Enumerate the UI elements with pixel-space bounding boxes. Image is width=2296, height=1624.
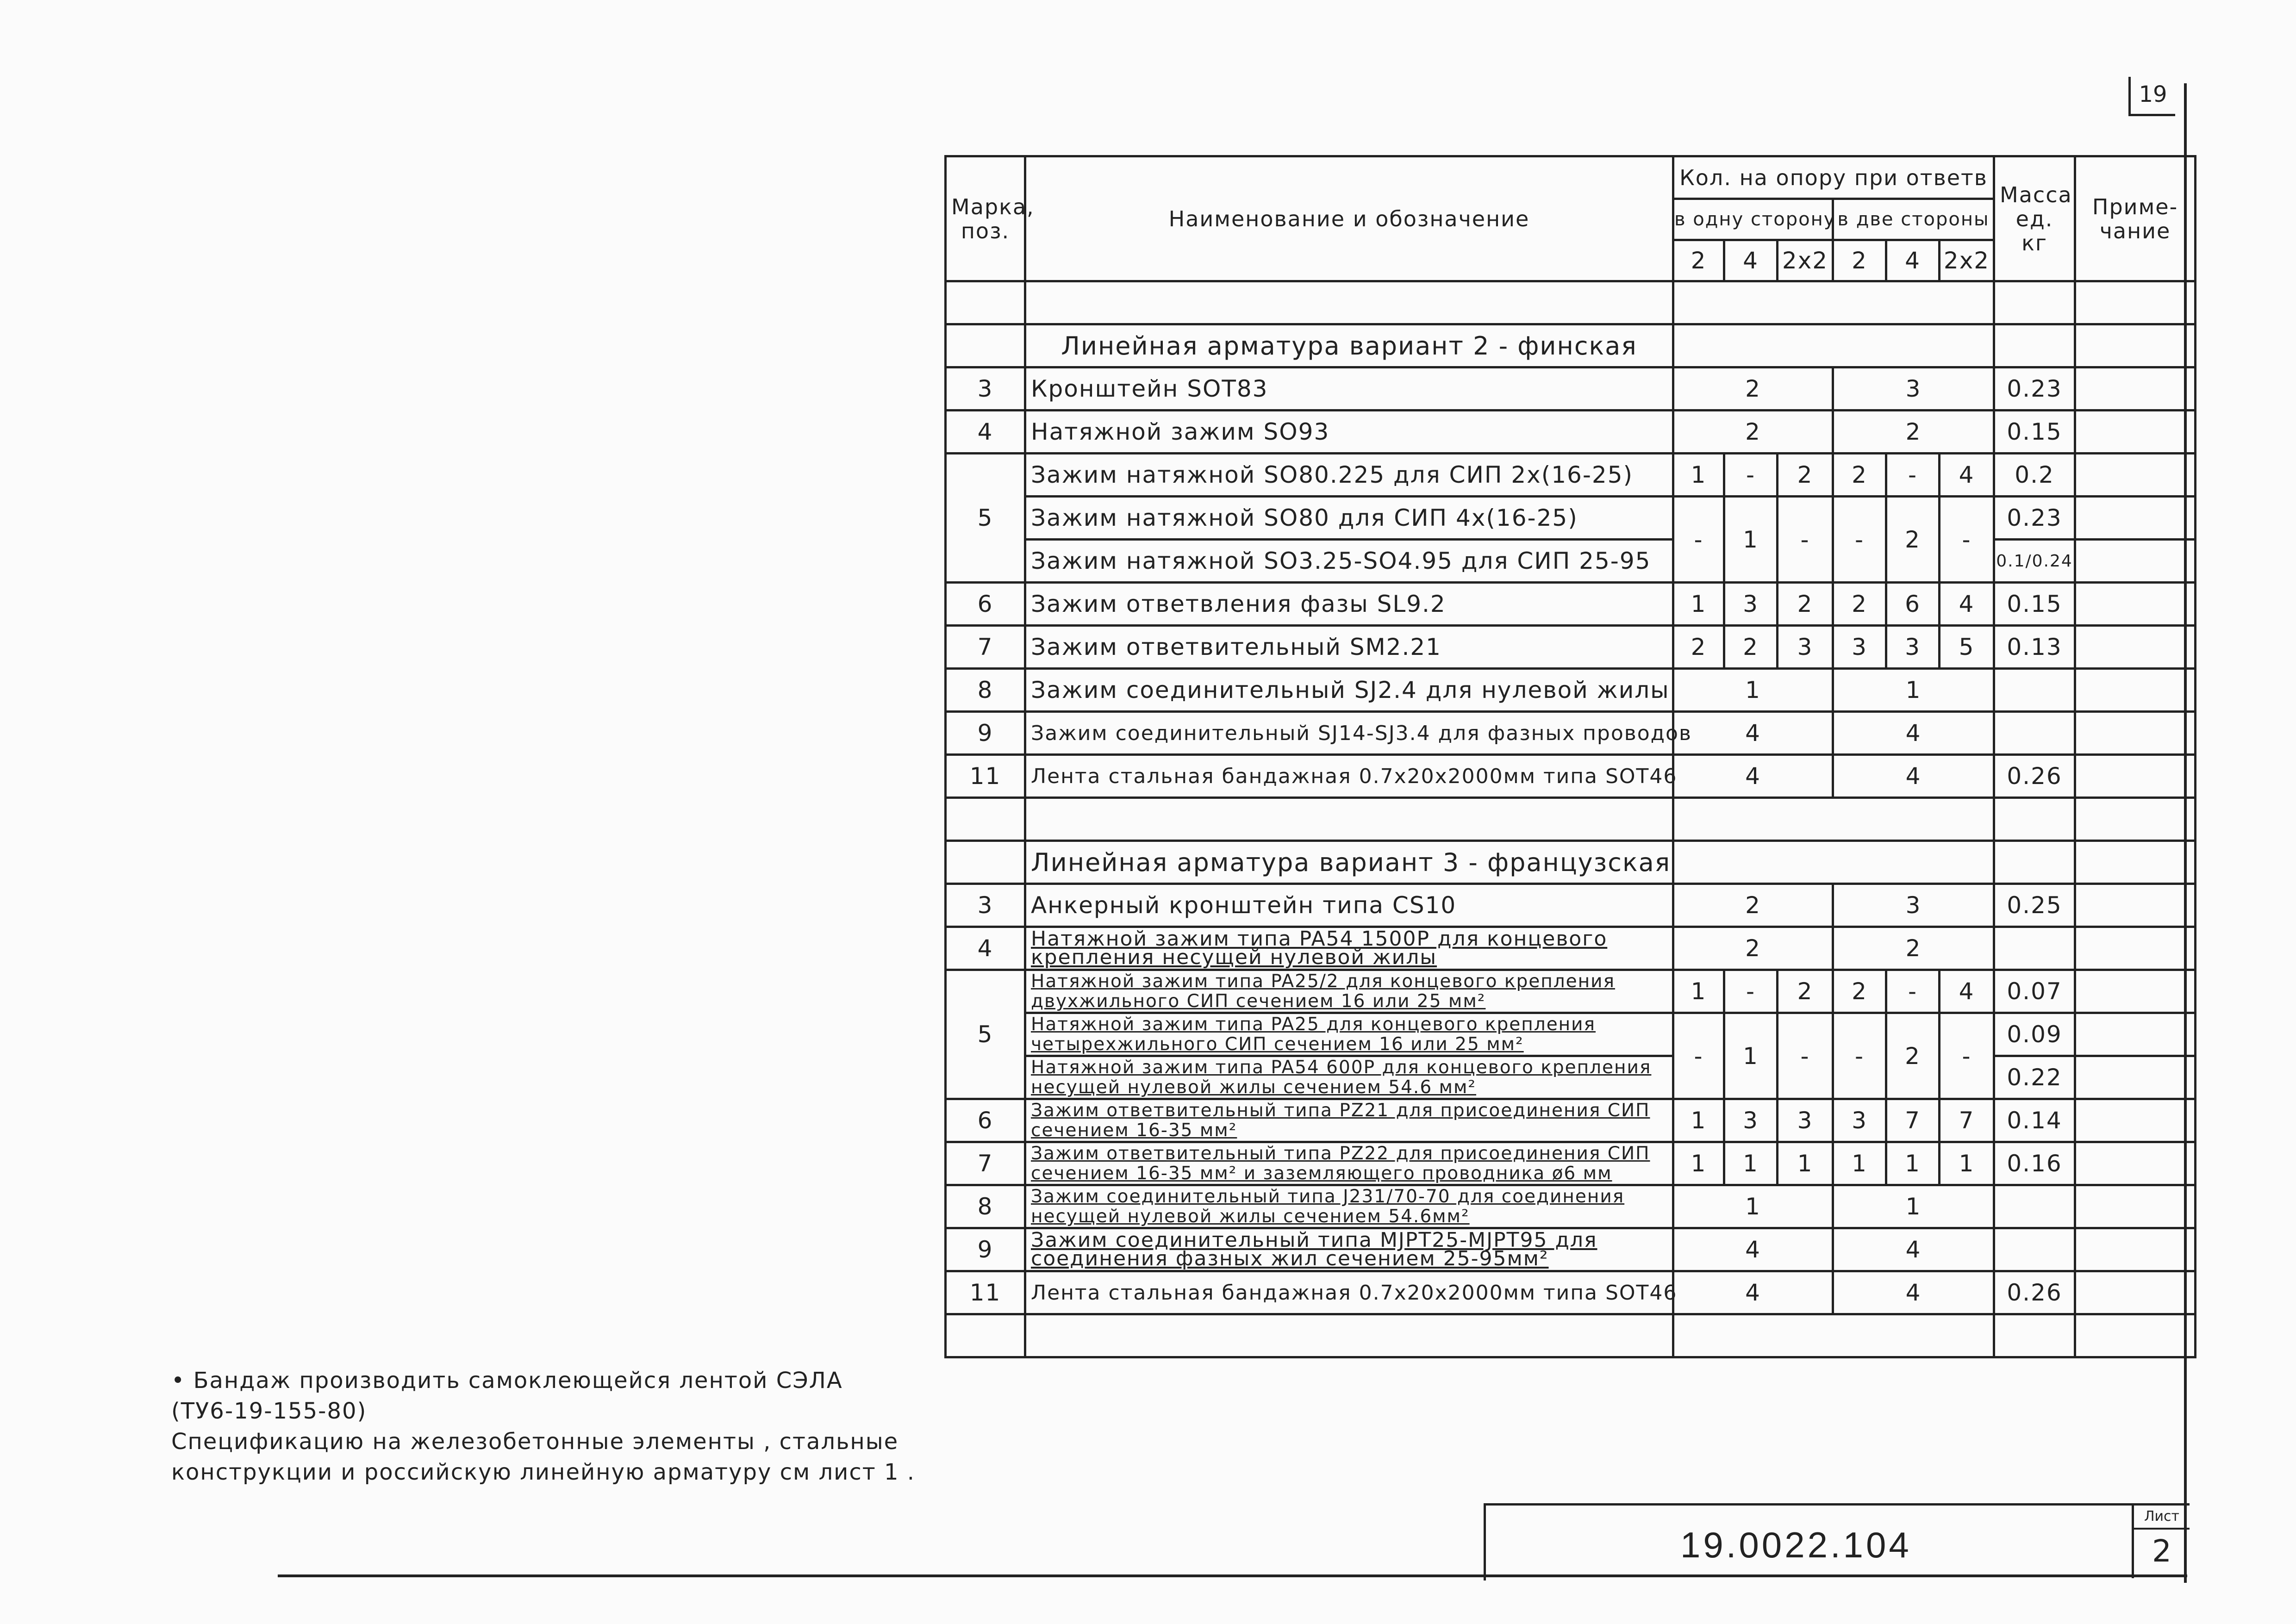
header-pos: Марка, поз. (946, 156, 1025, 281)
table-row: 6 Зажим ответвления фазы SL9.2 1 3 2 2 6 4 0.15 (946, 583, 2196, 626)
table-row: 8 Зажим соединительный SJ2.4 для нулевой жилы 1 1 (946, 669, 2196, 712)
table-row: 4 Натяжной зажим типа PA54 1500P для концевого крепления несущей нулевой жилы 2 2 (946, 927, 2196, 970)
note-line: конструкции и российскую линейную арматуру см лист 1 . (171, 1459, 916, 1485)
table-row: 3 Кронштейн SOT83 2 3 0.23 (946, 367, 2196, 411)
page-number: 19 (2128, 77, 2175, 116)
table-row: 5 Зажим натяжной SO80.225 для СИП 2х(16-25) 1 - 2 2 - 4 0.2 (946, 454, 2196, 497)
table-row: 11 Лента стальная бандажная 0.7x20x2000мм типа SOT46 4 4 0.26 (946, 1271, 2196, 1314)
notes (171, 1365, 935, 1487)
table-row: 9 Зажим соединительный типа MJPT25-MJPT95 для соединения фазных жил сечением 25-95мм² 4 4 (946, 1228, 2196, 1271)
note-line: (ТУ6-19-155-80) (171, 1398, 367, 1424)
header-one-side: в одну сторону (1673, 199, 1833, 240)
note-line: • Бандаж производить самоклеющейся лентой СЭЛА (171, 1368, 843, 1394)
table-row: 7 Зажим ответвительный SM2.21 2 2 3 3 3 5 0.13 (946, 626, 2196, 669)
table-row: Натяжной зажим типа PA25 для концевого крепления четырехжильного СИП сечением 16 или 25 мм² - 1 - - 2 - 0.09 (946, 1013, 2196, 1056)
header-sub: 2 (1833, 240, 1886, 281)
document-code: 19.0022.104 (1680, 1524, 1912, 1565)
note-line: Спецификацию на железобетонные элементы , стальные (171, 1429, 899, 1455)
header-mass: Масса ед. кг (1994, 156, 2075, 281)
header-two-sides: в две стороны (1833, 199, 1994, 240)
sheet-number: 2 (2152, 1533, 2171, 1569)
table-row: 9 Зажим соединительный SJ14-SJ3.4 для фазных проводов 4 4 (946, 712, 2196, 755)
header-sub: 4 (1886, 240, 1940, 281)
table-row: 11 Лента стальная бандажная 0.7x20x2000мм типа SOT46 4 4 0.26 (946, 755, 2196, 798)
specification-table (944, 155, 2196, 1358)
section-title: Линейная арматура вариант 2 - финская (1025, 324, 1673, 367)
table-row: Зажим натяжной SO3.25-SO4.95 для СИП 25-95 0.1/0.24 (946, 540, 2196, 583)
sheet-box (2132, 1506, 2190, 1578)
header-sub: 2x2 (1940, 240, 1994, 281)
header-sub: 2x2 (1778, 240, 1833, 281)
header-note: Приме- чание (2075, 156, 2196, 281)
sheet-label: Лист (2134, 1506, 2190, 1530)
header-qty: Кол. на опору при ответв (1673, 156, 1994, 199)
table-row: 7 Зажим ответвительный типа PZ22 для присоединения СИП сечением 16-35 мм² и заземляющего проводника ø6 мм 1 1 1 1 1 1 0.16 (946, 1142, 2196, 1185)
table-row: 8 Зажим соединительный типа J231/70-70 для соединения несущей нулевой жилы сечением 54.6мм² 1 1 (946, 1185, 2196, 1228)
title-block (1484, 1503, 2190, 1580)
header-sub: 4 (1724, 240, 1778, 281)
table-row: 3 Анкерный кронштейн типа CS10 2 3 0.25 (946, 884, 2196, 927)
bottom-border (278, 1574, 2187, 1577)
header-name: Наименование и обозначение (1025, 156, 1673, 281)
header-sub: 2 (1673, 240, 1724, 281)
table-row: Натяжной зажим типа PA54 600P для концевого крепления несущей нулевой жилы сечением 54.6 мм² 0.22 (946, 1056, 2196, 1099)
table-row: 6 Зажим ответвительный типа PZ21 для присоединения СИП сечением 16-35 мм² 1 3 3 3 7 7 0.14 (946, 1099, 2196, 1142)
table-row: Зажим натяжной SO80 для СИП 4х(16-25) - 1 - - 2 - 0.23 (946, 497, 2196, 540)
table-row: 5 Натяжной зажим типа PA25/2 для концевого крепления двухжильного СИП сечением 16 или 25 мм² 1 - 2 2 - 4 0.07 (946, 970, 2196, 1013)
section-title: Линейная арматура вариант 3 - французская (1025, 841, 1673, 884)
table-row: 4 Натяжной зажим SO93 2 2 0.15 (946, 411, 2196, 454)
